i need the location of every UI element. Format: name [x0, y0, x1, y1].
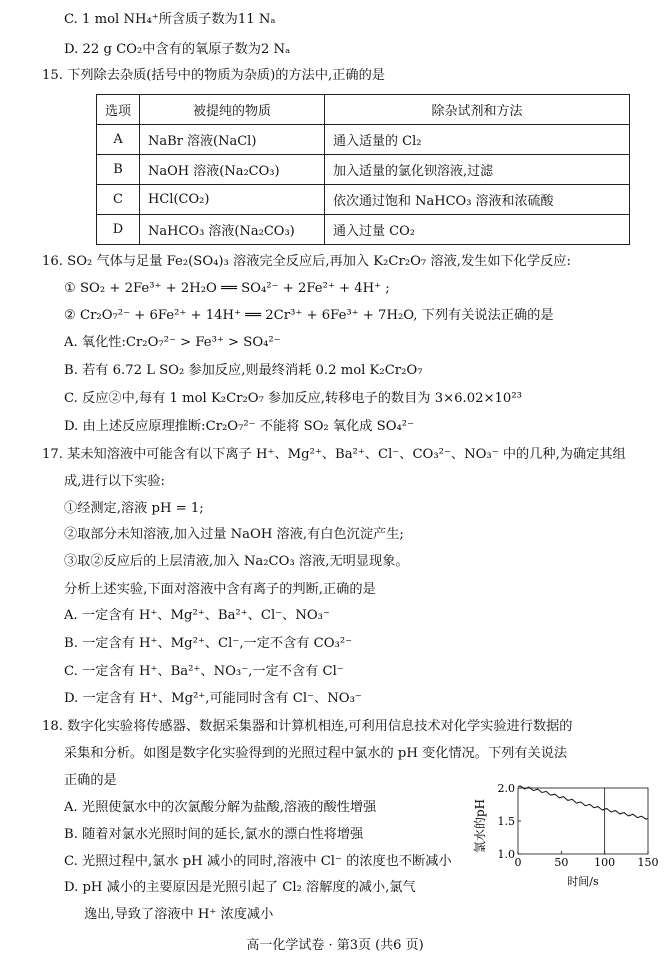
q18-option-d: D. pH 减小的主要原因是光照引起了 Cl₂ 溶解度的减小,氯气 — [64, 880, 416, 895]
table-row — [97, 185, 630, 215]
table-cell: B — [97, 155, 140, 185]
table-cell: 加入适量的氯化钡溶液,过滤 — [325, 155, 630, 185]
q17-step-3: ③取②反应后的上层清液,加入 Na₂CO₃ 溶液,无明显现象。 — [64, 554, 409, 569]
q17-question: 分析上述实验,下面对溶液中含有离子的判断,正确的是 — [64, 582, 376, 597]
q16-option-c: C. 反应②中,每有 1 mol K₂Cr₂O₇ 参加反应,转移电子的数目为 3×6.02×10²³ — [64, 391, 522, 406]
y-axis-label: 氯水的pH — [473, 798, 487, 854]
q17-option-d: D. 一定含有 H⁺、Mg²⁺,可能同时含有 Cl⁻、NO₃⁻ — [64, 691, 362, 706]
table-cell: C — [97, 185, 140, 215]
x-tick-label: 50 — [554, 856, 569, 869]
table-row — [97, 155, 630, 185]
q14-option-d: D. 22 g CO₂中含有的氧原子数为2 Nₐ — [64, 42, 291, 57]
x-axis-label: 时间/s — [567, 875, 599, 888]
ph-chart — [470, 778, 660, 888]
q18-option-d-cont: 逸出,导致了溶液中 H⁺ 浓度减小 — [84, 907, 274, 922]
table-cell: NaHCO₃ 溶液(Na₂CO₃) — [140, 215, 325, 245]
q16-option-d: D. 由上述反应原理推断:Cr₂O₇²⁻ 不能将 SO₂ 氧化成 SO₄²⁻ — [64, 419, 415, 434]
q16-reaction-1: ① SO₂ + 2Fe³⁺ + 2H₂O ══ SO₄²⁻ + 2Fe²⁺ + 4H⁺ ; — [64, 281, 390, 296]
plot-frame — [518, 788, 648, 854]
table-header: 被提纯的物质 — [140, 95, 325, 125]
q18-stem-cont: 采集和分析。如图是数字化实验得到的光照过程中氯水的 pH 变化情况。下列有关说法 — [64, 746, 568, 761]
q15-stem: 15. 下列除去杂质(括号中的物质为杂质)的方法中,正确的是 — [42, 68, 385, 83]
chart-axes — [518, 788, 648, 854]
x-tick-label: 0 — [514, 856, 522, 869]
q18-option-a: A. 光照使氯水中的次氯酸分解为盐酸,溶液的酸性增强 — [64, 800, 377, 815]
q18-stem: 18. 数字化实验将传感器、数据采集器和计算机相连,可利用信息技术对化学实验进行数据的 — [42, 719, 573, 734]
table-header-row — [97, 95, 630, 125]
y-tick-label: 1.0 — [497, 848, 515, 861]
table-cell: HCl(CO₂) — [140, 185, 325, 215]
table-cell: D — [97, 215, 140, 245]
table-cell: NaOH 溶液(Na₂CO₃) — [140, 155, 325, 185]
table-row — [97, 125, 630, 155]
q16-option-a: A. 氧化性:Cr₂O₇²⁻ > Fe³⁺ > SO₄²⁻ — [64, 335, 281, 350]
q17-step-2: ②取部分未知溶液,加入过量 NaOH 溶液,有白色沉淀产生; — [64, 527, 404, 542]
y-tick-label: 1.5 — [497, 815, 515, 828]
q18-option-b: B. 随着对氯水光照时间的延长,氯水的漂白性将增强 — [64, 827, 364, 842]
q15-table — [96, 94, 630, 245]
table-cell: 通入适量的 Cl₂ — [325, 125, 630, 155]
ph-series-line — [518, 786, 648, 819]
q18-stem-cont2: 正确的是 — [64, 773, 117, 788]
q17-stem-cont: 成,进行以下实验: — [64, 474, 165, 489]
x-tick-label: 100 — [594, 856, 616, 869]
y-tick-label: 2.0 — [497, 782, 515, 795]
table-header: 除杂试剂和方法 — [325, 95, 630, 125]
page-footer: 高一化学试卷 · 第3页 (共6 页) — [246, 938, 424, 953]
q17-option-a: A. 一定含有 H⁺、Mg²⁺、Ba²⁺、Cl⁻、NO₃⁻ — [64, 608, 330, 623]
q16-option-b: B. 若有 6.72 L SO₂ 参加反应,则最终消耗 0.2 mol K₂Cr₂O₇ — [64, 363, 423, 378]
q16-stem: 16. SO₂ 气体与足量 Fe₂(SO₄)₃ 溶液完全反应后,再加入 K₂Cr₂O₇ 溶液,发生如下化学反应: — [42, 254, 571, 269]
table-header: 选项 — [97, 95, 140, 125]
table-cell: A — [97, 125, 140, 155]
table-cell: NaBr 溶液(NaCl) — [140, 125, 325, 155]
table-row — [97, 215, 630, 245]
table-cell: 通入过量 CO₂ — [325, 215, 630, 245]
q18-option-c: C. 光照过程中,氯水 pH 减小的同时,溶液中 Cl⁻ 的浓度也不断减小 — [64, 854, 452, 869]
x-tick-label: 150 — [637, 856, 659, 869]
q14-option-c: C. 1 mol NH₄⁺所含质子数为11 Nₐ — [64, 12, 276, 27]
q16-reaction-2: ② Cr₂O₇²⁻ + 6Fe²⁺ + 14H⁺ ══ 2Cr³⁺ + 6Fe³⁺ + 7H₂O, 下列有关说法正确的是 — [64, 308, 554, 323]
q17-stem: 17. 某未知溶液中可能含有以下离子 H⁺、Mg²⁺、Ba²⁺、Cl⁻、CO₃²⁻、NO₃⁻ 中的几种,为确定其组 — [42, 447, 626, 462]
chart-ticks — [498, 782, 659, 869]
table-cell: 依次通过饱和 NaHCO₃ 溶液和浓硫酸 — [325, 185, 630, 215]
q17-option-c: C. 一定含有 H⁺、Ba²⁺、NO₃⁻,一定不含有 Cl⁻ — [64, 664, 344, 679]
q17-option-b: B. 一定含有 H⁺、Mg²⁺、Cl⁻,一定不含有 CO₃²⁻ — [64, 636, 353, 651]
q17-step-1: ①经测定,溶液 pH = 1; — [64, 501, 204, 516]
